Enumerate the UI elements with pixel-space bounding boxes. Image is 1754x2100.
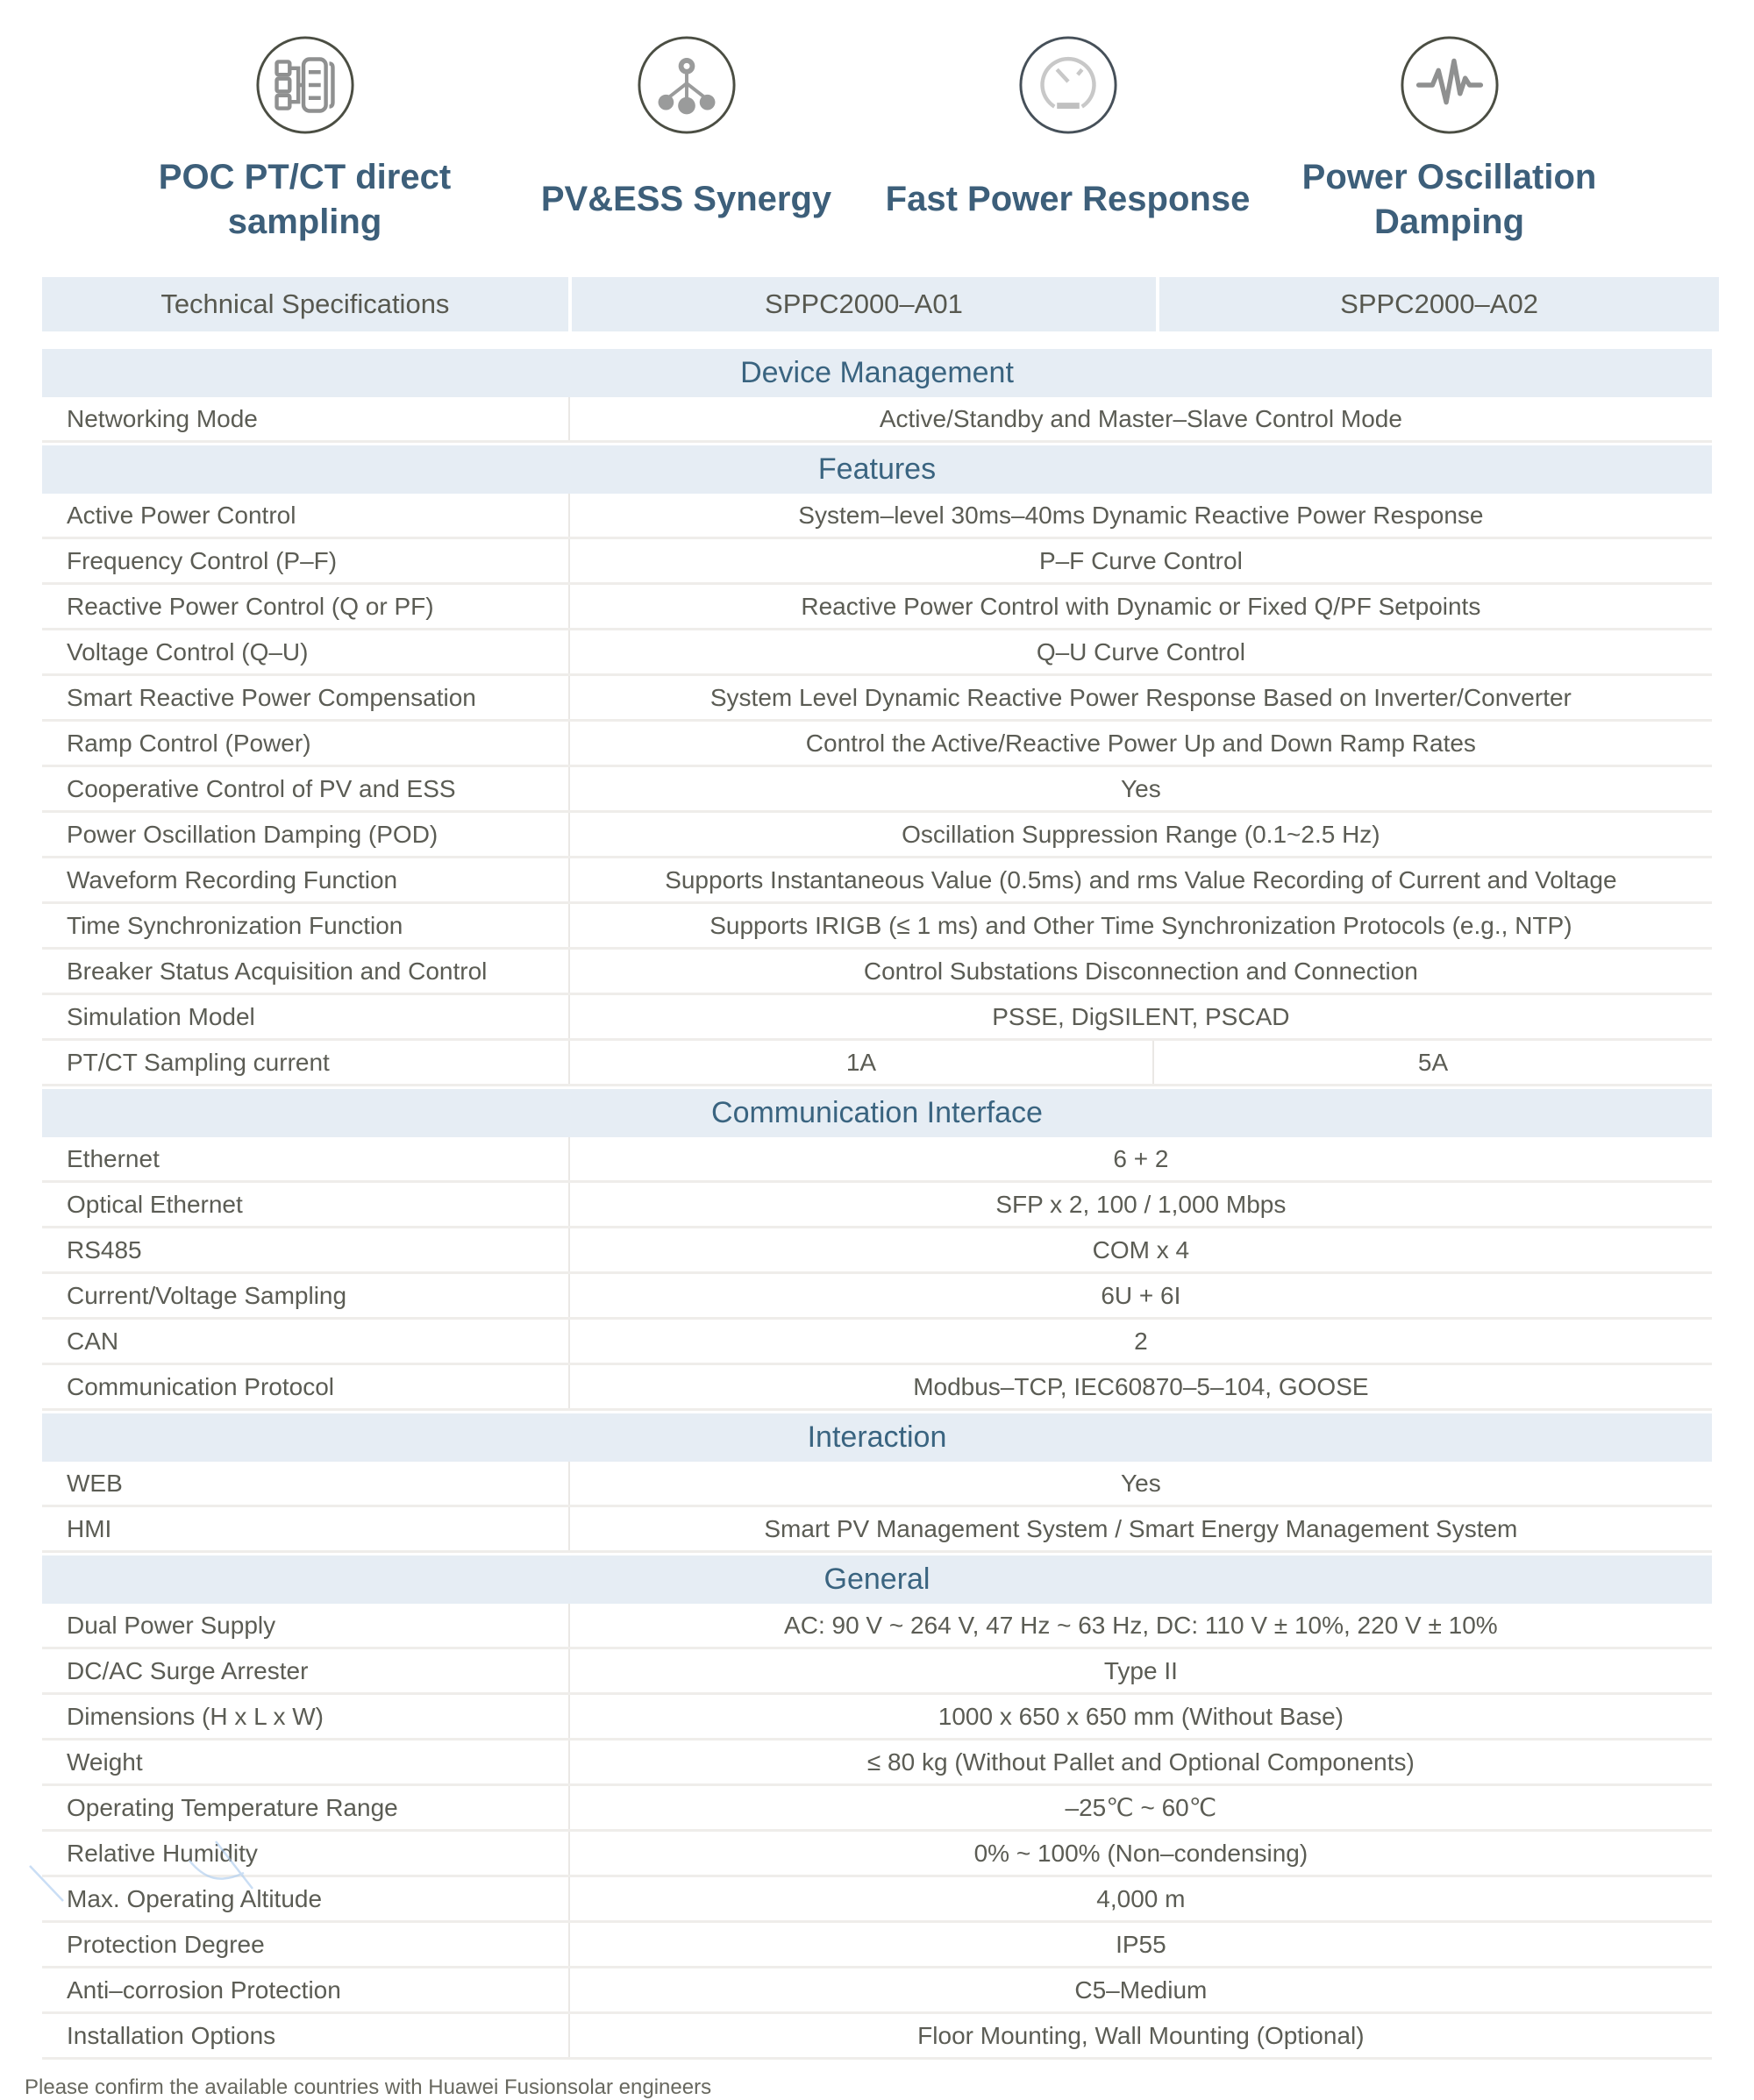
row-label: Ethernet — [67, 1144, 160, 1172]
row-label: RS485 — [67, 1235, 142, 1264]
table-row — [42, 1462, 1712, 1507]
table-row — [42, 813, 1712, 858]
row-label: Active Power Control — [67, 501, 296, 529]
row-value: Yes — [568, 1462, 1712, 1505]
row-value: 1A — [568, 1041, 1152, 1084]
table-row — [42, 1741, 1712, 1786]
row-value: ≤ 80 kg (Without Pallet and Optional Components) — [568, 1741, 1712, 1783]
table-row — [42, 1786, 1712, 1832]
feature-caption: POC PT/CT direct sampling — [158, 157, 452, 241]
row-label: CAN — [67, 1327, 119, 1355]
table-row — [42, 539, 1712, 585]
row-label: WEB — [67, 1469, 123, 1497]
table-row — [42, 1968, 1712, 2014]
table-row — [42, 585, 1712, 630]
row-label: Waveform Recording Function — [67, 865, 398, 893]
row-label: Smart Reactive Power Compensation — [67, 683, 476, 711]
feature-caption: PV&ESS Synergy — [540, 180, 832, 219]
feature-pv-ess-synergy — [496, 33, 877, 260]
row-label: Dimensions (H x L x W) — [67, 1702, 324, 1730]
table-row — [42, 397, 1712, 443]
row-value: COM x 4 — [568, 1228, 1712, 1271]
table-row — [42, 1041, 1712, 1086]
table-row — [42, 1923, 1712, 1968]
row-value: Supports Instantaneous Value (0.5ms) and rms Value Recording of Current and Voltage — [568, 858, 1712, 901]
poc-sampling-icon — [253, 33, 357, 140]
row-label: Ramp Control (Power) — [67, 729, 311, 757]
row-value: 6U + 6I — [568, 1274, 1712, 1317]
table-header-row — [42, 277, 1712, 331]
row-label: Communication Protocol — [67, 1372, 335, 1400]
row-label: Time Synchronization Function — [67, 911, 403, 939]
feature-caption: Fast Power Response — [885, 180, 1251, 219]
table-row — [42, 1183, 1712, 1228]
table-row — [42, 767, 1712, 813]
row-value: Control the Active/Reactive Power Up and Down Ramp Rates — [568, 722, 1712, 765]
row-value: IP55 — [568, 1923, 1712, 1966]
table-row — [42, 1649, 1712, 1695]
table-row — [42, 1365, 1712, 1411]
row-label: Dual Power Supply — [67, 1611, 276, 1639]
pv-ess-synergy-icon — [635, 33, 738, 140]
feature-poc-sampling — [114, 33, 496, 260]
section-header-general: General — [42, 1555, 1712, 1604]
table-row — [42, 1832, 1712, 1877]
row-label: DC/AC Surge Arrester — [67, 1656, 309, 1684]
row-label: Networking Mode — [67, 404, 258, 432]
table-row — [42, 904, 1712, 950]
row-value: Smart PV Management System / Smart Energy Management System — [568, 1507, 1712, 1550]
oscillation-waveform-icon — [1398, 33, 1501, 140]
row-label: Protection Degree — [67, 1930, 265, 1958]
row-label: Weight — [67, 1748, 143, 1776]
row-value: Oscillation Suppression Range (0.1~2.5 Hz) — [568, 813, 1712, 856]
row-value: Control Substations Disconnection and Connection — [568, 950, 1712, 993]
spec-table — [42, 277, 1712, 2060]
row-label: Power Oscillation Damping (POD) — [67, 820, 438, 848]
row-value: Type II — [568, 1649, 1712, 1692]
header-col-technical-specifications: Technical Specifications — [42, 277, 568, 331]
fast-response-gauge-icon — [1016, 33, 1120, 140]
row-label: Anti–corrosion Protection — [67, 1975, 341, 2004]
row-label: HMI — [67, 1514, 112, 1542]
feature-oscillation-damping — [1258, 33, 1640, 260]
row-value: Active/Standby and Master–Slave Control Mode — [568, 397, 1712, 440]
row-label: Breaker Status Acquisition and Control — [67, 957, 488, 985]
row-value: P–F Curve Control — [568, 539, 1712, 582]
table-row — [42, 676, 1712, 722]
row-value: AC: 90 V ~ 264 V, 47 Hz ~ 63 Hz, DC: 110 V ± 10%, 220 V ± 10% — [568, 1604, 1712, 1647]
header-col-sppc2000-a01: SPPC2000–A01 — [572, 277, 1156, 331]
row-value: Supports IRIGB (≤ 1 ms) and Other Time Synchronization Protocols (e.g., NTP) — [568, 904, 1712, 947]
table-row — [42, 995, 1712, 1041]
row-value: Yes — [568, 767, 1712, 810]
row-value: 5A — [1152, 1041, 1712, 1084]
row-label: Reactive Power Control (Q or PF) — [67, 592, 434, 620]
row-value: 4,000 m — [568, 1877, 1712, 1920]
row-value: 2 — [568, 1320, 1712, 1363]
header-col-sppc2000-a02: SPPC2000–A02 — [1159, 277, 1719, 331]
feature-fast-response — [877, 33, 1258, 260]
row-label: Operating Temperature Range — [67, 1793, 398, 1821]
footer-note: Please confirm the available countries with Huawei Fusionsolar engineers — [25, 2075, 712, 2099]
row-value: Q–U Curve Control — [568, 630, 1712, 673]
table-row — [42, 1695, 1712, 1741]
row-value: System Level Dynamic Reactive Power Response Based on Inverter/Converter — [568, 676, 1712, 719]
table-row — [42, 858, 1712, 904]
row-label: Relative Humidity — [67, 1839, 258, 1867]
row-value: PSSE, DigSILENT, PSCAD — [568, 995, 1712, 1038]
row-value: –25℃ ~ 60℃ — [568, 1786, 1712, 1829]
table-row — [42, 1507, 1712, 1553]
section-header-device-management: Device Management — [42, 349, 1712, 397]
row-value: C5–Medium — [568, 1968, 1712, 2011]
table-row — [42, 494, 1712, 539]
row-value: Reactive Power Control with Dynamic or Fixed Q/PF Setpoints — [568, 585, 1712, 628]
row-value: 0% ~ 100% (Non–condensing) — [568, 1832, 1712, 1875]
table-row — [42, 630, 1712, 676]
table-row — [42, 950, 1712, 995]
row-label: Frequency Control (P–F) — [67, 546, 338, 574]
section-header-communication-interface: Communication Interface — [42, 1089, 1712, 1137]
row-label: Optical Ethernet — [67, 1190, 243, 1218]
section-header-features: Features — [42, 445, 1712, 494]
table-row — [42, 1228, 1712, 1274]
table-row — [42, 1320, 1712, 1365]
feature-caption: Power Oscillation Damping — [1301, 157, 1597, 241]
row-label: PT/CT Sampling current — [67, 1048, 330, 1076]
row-value: 1000 x 650 x 650 mm (Without Base) — [568, 1695, 1712, 1738]
table-row — [42, 2014, 1712, 2060]
row-value: Floor Mounting, Wall Mounting (Optional) — [568, 2014, 1712, 2057]
row-label: Max. Operating Altitude — [67, 1884, 323, 1912]
row-label: Voltage Control (Q–U) — [67, 637, 309, 666]
table-row — [42, 722, 1712, 767]
row-value: 6 + 2 — [568, 1137, 1712, 1180]
row-value: Modbus–TCP, IEC60870–5–104, GOOSE — [568, 1365, 1712, 1408]
spec-sections — [42, 349, 1712, 2060]
features-bar — [0, 0, 1754, 260]
table-row — [42, 1274, 1712, 1320]
row-label: Simulation Model — [67, 1002, 255, 1030]
table-row — [42, 1604, 1712, 1649]
row-label: Cooperative Control of PV and ESS — [67, 774, 456, 802]
row-label: Current/Voltage Sampling — [67, 1281, 347, 1309]
row-value: System–level 30ms–40ms Dynamic Reactive Power Response — [568, 494, 1712, 537]
row-label: Installation Options — [67, 2021, 276, 2049]
row-value: SFP x 2, 100 / 1,000 Mbps — [568, 1183, 1712, 1226]
section-header-interaction: Interaction — [42, 1413, 1712, 1462]
table-row — [42, 1877, 1712, 1923]
table-row — [42, 1137, 1712, 1183]
